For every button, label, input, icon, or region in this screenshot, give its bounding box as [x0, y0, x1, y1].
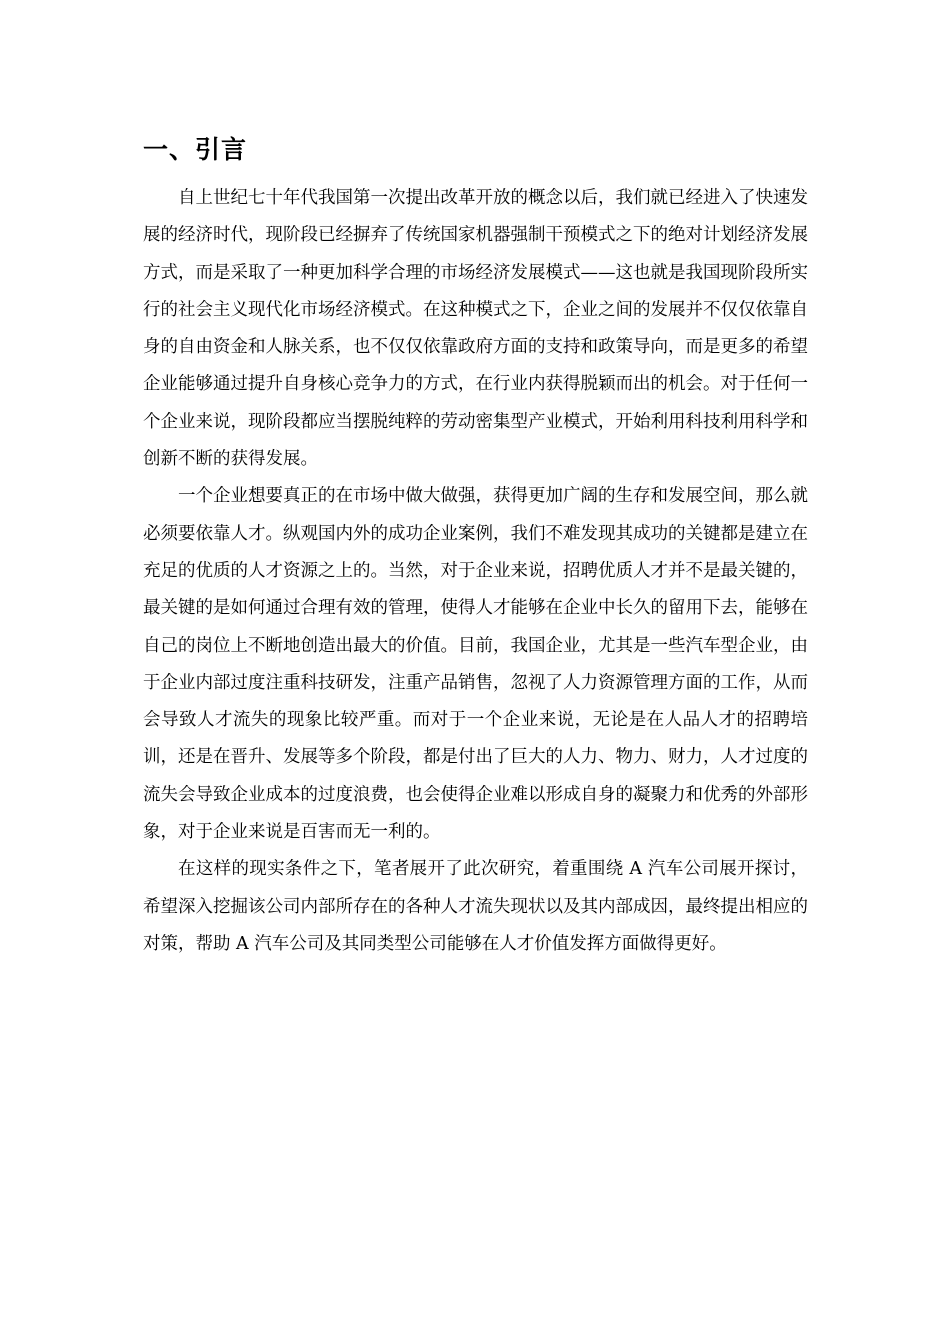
- document-body: [143, 128, 808, 963]
- paragraph-2: 一个企业想要真正的在市场中做大做强，获得更加广阔的生存和发展空间，那么就必须要依靠人才。纵观国内外的成功企业案例，我们不难发现其成功的关键都是建立在充足的优质的人才资源之上的。当然，对于企业来说，招聘优质人才并不是最关键的，最关键的是如何通过合理有效的管理，使得人才能够在企业中长久的留用下去，能够在自己的岗位上不断地创造出最大的价值。目前，我国企业，尤其是一些汽车型企业，由于企业内部过度注重科技研发，注重产品销售，忽视了人力资源管理方面的工作，从而会导致人才流失的现象比较严重。而对于一个企业来说，无论是在人品人才的招聘培训，还是在晋升、发展等多个阶段，都是付出了巨大的人力、物力、财力，人才过度的流失会导致企业成本的过度浪费，也会使得企业难以形成自身的凝聚力和优秀的外部形象，对于企业来说是百害而无一利的。: [143, 486, 808, 843]
- section-heading: 一、引言: [143, 135, 248, 164]
- paragraph-3: 在这样的现实条件之下，笔者展开了此次研究，着重围绕 A 汽车公司展开探讨，希望深入挖掘该公司内部所存在的各种人才流失现状以及其内部成因，最终提出相应的对策，帮助 A 汽车公司及其同类型公司能够在人才价值发挥方面做得更好。: [143, 859, 808, 954]
- paragraph-1: 自上世纪七十年代我国第一次提出改革开放的概念以后，我们就已经进入了快速发展的经济时代，现阶段已经摒弃了传统国家机器强制干预模式之下的绝对计划经济发展方式，而是采取了一种更加科学合理的市场经济发展模式——这也就是我国现阶段所实行的社会主义现代化市场经济模式。在这种模式之下，企业之间的发展并不仅仅依靠自身的自由资金和人脉关系，也不仅仅依靠政府方面的支持和政策导向，而是更多的希望企业能够通过提升自身核心竞争力的方式，在行业内获得脱颖而出的机会。对于任何一个企业来说，现阶段都应当摆脱纯粹的劳动密集型产业模式，开始利用科技利用科学和创新不断的获得发展。: [143, 188, 808, 470]
